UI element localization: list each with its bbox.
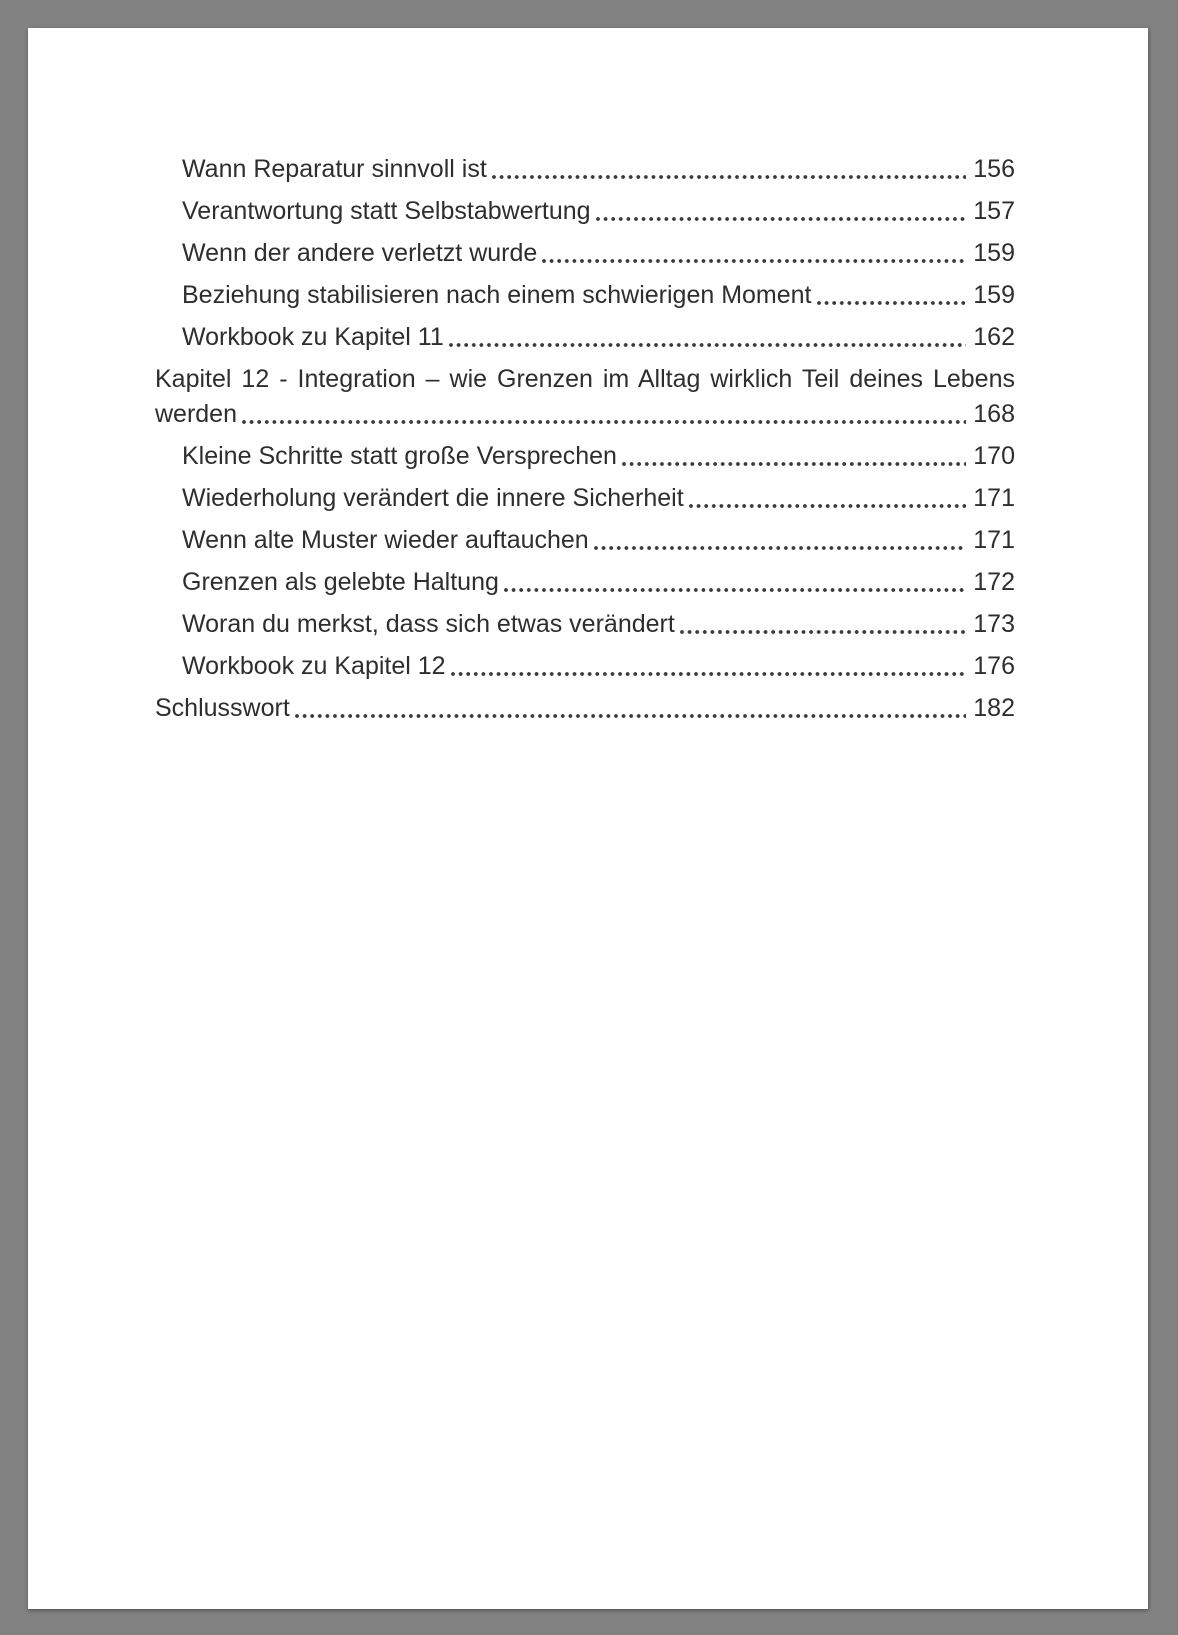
toc-entry (182, 649, 1015, 684)
toc-entry-label: Wenn alte Muster wieder auftauchen (182, 526, 589, 554)
toc-entry-page-number: 170 (973, 442, 1015, 470)
dot-leader (451, 672, 967, 676)
toc-entry (182, 523, 1015, 558)
dot-leader (817, 301, 967, 305)
dot-leader (689, 504, 967, 508)
dot-leader (622, 462, 966, 466)
dot-leader (449, 343, 967, 347)
dot-leader (594, 546, 967, 550)
toc-entry-page-number: 173 (973, 610, 1015, 638)
toc-entry-page-number: 176 (973, 652, 1015, 680)
toc-entry-page-number: 162 (973, 323, 1015, 351)
dot-leader (295, 714, 967, 718)
toc-entry (182, 278, 1015, 313)
toc-entry-page-number: 159 (973, 239, 1015, 267)
toc-entry-page-number: 171 (973, 484, 1015, 512)
toc-entry-label: Workbook zu Kapitel 11 (182, 323, 444, 351)
toc-entry (155, 362, 1015, 432)
toc-entry-label: Wann Reparatur sinnvoll ist (182, 155, 487, 183)
toc-entry (182, 607, 1015, 642)
toc-entry (182, 194, 1015, 229)
toc-entry-label-line1: Kapitel 12 - Integration – wie Grenzen im Alltag wirklich Teil deines Lebens (155, 365, 1015, 393)
toc-entry (182, 439, 1015, 474)
toc-entry-label: Grenzen als gelebte Haltung (182, 568, 499, 596)
toc-entry-label: Beziehung stabilisieren nach einem schwierigen Moment (182, 281, 812, 309)
dot-leader (492, 175, 967, 179)
toc-entry-label: Workbook zu Kapitel 12 (182, 652, 446, 680)
toc-entry-page-number: 159 (973, 281, 1015, 309)
toc-entry-label: Schlusswort (155, 694, 290, 722)
toc-entry (182, 481, 1015, 516)
toc-entry-label: Wenn der andere verletzt wurde (182, 239, 538, 267)
dot-leader (680, 630, 966, 634)
toc-entry-page-number: 172 (973, 568, 1015, 596)
toc-entry (182, 565, 1015, 600)
dot-leader (504, 588, 966, 592)
dot-leader (596, 217, 967, 221)
dot-leader (242, 420, 966, 424)
toc-entry-label-line2: werden (155, 400, 237, 428)
toc-entry (182, 236, 1015, 271)
toc-entry (182, 320, 1015, 355)
toc-entry-label: Woran du merkst, dass sich etwas verändert (182, 610, 675, 638)
toc-entry-label: Kleine Schritte statt große Versprechen (182, 442, 617, 470)
toc-entry-label: Verantwortung statt Selbstabwertung (182, 197, 591, 225)
document-page (28, 28, 1148, 1609)
dot-leader (542, 259, 966, 263)
toc-entry-page-number: 182 (973, 694, 1015, 722)
toc-entry-page-number: 171 (973, 526, 1015, 554)
toc-entry (155, 691, 1015, 726)
toc-entry-label: Wiederholung verändert die innere Sicherheit (182, 484, 684, 512)
toc-entry-page-number: 157 (973, 197, 1015, 225)
toc-entry-page-number: 156 (973, 155, 1015, 183)
toc-entry-page-number: 168 (973, 400, 1015, 428)
toc-entry (182, 152, 1015, 187)
table-of-contents (155, 152, 1015, 726)
